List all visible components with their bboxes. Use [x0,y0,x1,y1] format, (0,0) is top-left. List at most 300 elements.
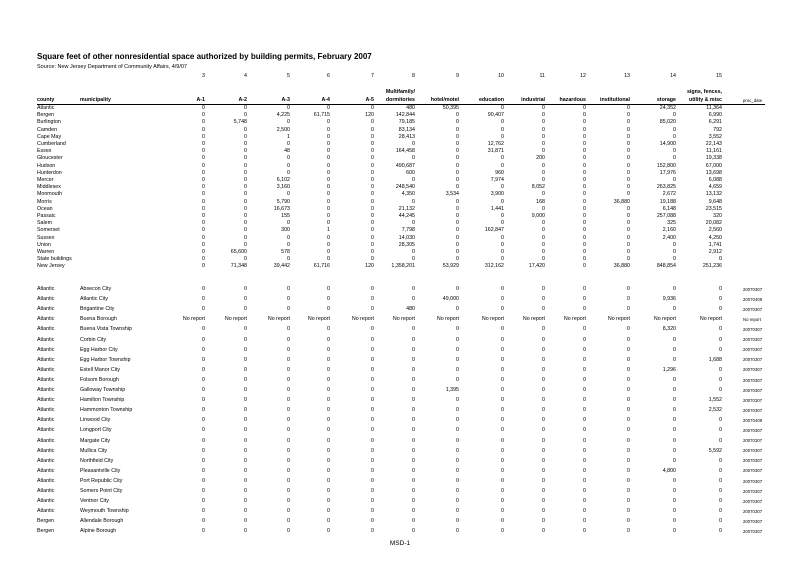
county-row-value: 14,900 [659,141,676,147]
muni-row-value: 0 [371,508,374,515]
muni-row-value: 0 [371,336,374,343]
county-row-value: 0 [673,256,676,263]
muni-row-value: 0 [202,397,205,404]
muni-row-date: 20070307 [743,286,763,292]
muni-row-value: 0 [501,488,504,494]
muni-row-value: 0 [244,488,247,494]
muni-row-value: 0 [412,427,415,434]
column-header: A-4 [321,97,330,103]
muni-row-value: 0 [673,427,676,434]
county-row-value: 0 [542,169,545,176]
muni-row-value: 0 [371,387,374,393]
county-row-value: 0 [202,263,205,270]
muni-row-value: 0 [412,528,415,535]
column-header: A-1 [196,97,205,103]
county-row-label: Atlantic [37,105,55,111]
county-row-value: 0 [501,126,504,133]
county-row-value: 4,350 [401,191,415,198]
muni-row-value: 0 [501,427,504,434]
county-row-value: 0 [244,184,247,191]
muni-row-county: Atlantic [37,477,55,484]
county-row-value: 490,687 [395,162,415,169]
muni-row-name: Somers Point City [80,488,123,494]
county-row-value: 0 [456,249,459,255]
muni-row-value: 0 [583,336,586,343]
muni-row-name: Mullica City [80,447,108,454]
county-row-value: 0 [501,241,504,248]
muni-row-value: 0 [583,427,586,434]
county-row-value: 0 [244,241,247,248]
muni-row-value: 0 [583,498,586,505]
municipality-header: municipality [80,97,111,103]
muni-row-value: 0 [501,387,504,393]
county-row-value: 61,715 [313,112,330,119]
muni-row-value: 0 [673,286,676,292]
county-row-value: 0 [673,112,676,119]
muni-row-name: Buena Borough [80,316,117,323]
column-header: storage [656,97,676,103]
muni-row-value: 0 [583,477,586,484]
column-number: 15 [716,73,722,79]
muni-row-value: 0 [287,407,290,414]
muni-row-value: 0 [673,306,676,313]
muni-row-value: 0 [583,488,586,494]
column-number: 3 [202,73,205,79]
county-row-value: 263,825 [656,184,676,191]
muni-row-value: No report [481,316,504,323]
county-row-value: 0 [627,148,630,155]
county-row-value: 0 [542,227,545,234]
muni-row-value: 0 [327,326,330,333]
county-row-value: 0 [244,169,247,176]
muni-row-county: Atlantic [37,427,55,434]
county-row-value: 6,088 [708,177,722,183]
muni-row-county: Atlantic [37,356,55,363]
county-row-value: 6,990 [708,112,722,119]
column-header: education [478,97,504,103]
muni-row-value: 0 [627,457,630,464]
county-row-label: Burlington [37,119,61,126]
muni-row-value: No report [182,316,205,323]
county-row-value: 0 [202,241,205,248]
county-row-value: 0 [371,105,374,111]
muni-row-value: 0 [371,488,374,494]
muni-row-value: 0 [244,366,247,373]
county-row-value: 0 [501,133,504,140]
muni-row-value: 0 [542,498,545,505]
muni-row-value: 0 [244,326,247,333]
muni-row-value: 0 [371,457,374,464]
county-row-value: 0 [542,256,545,263]
county-row-value: 0 [583,249,586,255]
muni-row-county: Atlantic [37,508,55,515]
muni-row-value: 0 [501,447,504,454]
county-row-value: 0 [627,256,630,263]
county-row-value: 0 [542,105,545,111]
column-header: A-3 [281,97,290,103]
muni-row-county: Bergen [37,518,55,525]
muni-row-value: 0 [542,457,545,464]
county-row-value: 0 [412,177,415,183]
county-row-value: 120 [365,263,374,270]
muni-row-value: 0 [244,417,247,424]
muni-row-value: 0 [627,376,630,383]
county-row-value: 0 [287,162,290,169]
county-row-value: 65,600 [230,249,247,255]
muni-row-county: Atlantic [37,407,55,414]
county-row-value: 4,659 [708,184,722,191]
muni-row-value: 0 [371,528,374,535]
muni-row-value: 0 [673,488,676,494]
county-row-value: 53,929 [442,263,459,270]
county-row-value: 0 [244,133,247,140]
county-row-value: 0 [371,148,374,155]
county-row-value: 0 [583,205,586,212]
muni-row-value: 0 [327,477,330,484]
county-row-value: 0 [244,141,247,147]
muni-row-value: 0 [202,457,205,464]
muni-row-value: No report [653,316,676,323]
muni-row-value: 0 [542,488,545,494]
muni-row-value: 0 [412,346,415,353]
muni-row-county: Atlantic [37,447,55,454]
muni-row-value: 0 [244,356,247,363]
county-row-value: 23,515 [705,205,722,212]
county-row-value: 164,458 [395,148,415,155]
muni-row-value: No report [607,316,630,323]
column-number: 6 [327,73,330,79]
muni-row-value: 0 [627,477,630,484]
column-number: 14 [670,73,676,79]
county-row-label: New Jersey [37,263,65,270]
muni-row-value: 0 [327,427,330,434]
county-row-value: 0 [371,213,374,219]
muni-row-value: 0 [719,498,722,505]
county-row-value: 0 [542,162,545,169]
muni-row-value: 0 [627,427,630,434]
muni-row-date: 20070409 [743,296,763,302]
muni-row-value: 0 [501,437,504,444]
muni-row-value: 0 [412,518,415,525]
muni-row-value: 0 [719,457,722,464]
muni-row-value: 0 [456,346,459,353]
column-number: 8 [412,73,415,79]
county-row-value: 0 [287,241,290,248]
muni-row-name: Hamilton Township [80,397,125,404]
muni-row-value: 0 [412,488,415,494]
county-row-value: 0 [202,112,205,119]
county-row-value: 0 [583,162,586,169]
county-row-value: 0 [202,141,205,147]
county-row-value: 0 [673,241,676,248]
county-row-value: 0 [627,112,630,119]
muni-row-value: 0 [583,397,586,404]
muni-row-value: 0 [627,397,630,404]
muni-row-value: 0 [542,528,545,535]
county-row-value: 0 [456,177,459,183]
county-row-label: Cape May [37,133,62,140]
muni-row-name: Margate City [80,437,111,444]
muni-row-value: 0 [583,518,586,525]
county-row-value: 162,847 [484,227,504,234]
county-row-label: Hunterdon [37,169,62,176]
county-row-value: 17,976 [659,169,676,176]
muni-row-value: 0 [327,356,330,363]
muni-row-value: 0 [244,387,247,393]
report-source: Source: New Jersey Department of Community Affairs, 4/9/07 [37,64,187,70]
muni-row-value: 0 [542,356,545,363]
county-row-value: 28,413 [398,133,415,140]
muni-row-value: 0 [673,477,676,484]
muni-row-value: 0 [371,447,374,454]
county-row-value: 0 [627,191,630,198]
column-header: institutional [599,97,630,103]
muni-row-value: 0 [673,356,676,363]
county-row-value: 50,395 [442,105,459,111]
muni-row-value: 0 [542,417,545,424]
muni-row-value: 0 [673,417,676,424]
muni-row-value: 0 [542,447,545,454]
muni-row-value: 0 [583,296,586,303]
county-row-value: 0 [583,112,586,119]
muni-row-value: 5,592 [708,447,722,454]
county-row-value: 0 [542,205,545,212]
muni-row-date: 20070307 [743,387,763,393]
muni-row-value: 0 [627,306,630,313]
county-row-value: 0 [371,133,374,140]
county-row-value: 480 [406,105,415,111]
muni-row-value: 0 [412,417,415,424]
county-row-value: 36,880 [613,198,630,205]
muni-row-value: 0 [673,437,676,444]
muni-row-value: 0 [371,306,374,313]
county-row-value: 0 [456,234,459,241]
county-row-value: 0 [542,191,545,198]
county-row-value: 0 [327,162,330,169]
muni-row-value: 0 [542,376,545,383]
county-row-value: 0 [583,263,586,270]
county-row-value: 248,540 [395,184,415,191]
county-row-value: 0 [542,220,545,227]
county-row-value: 2,500 [276,126,290,133]
muni-row-value: 0 [542,467,545,474]
county-row-value: 0 [202,184,205,191]
county-row-value: 0 [583,220,586,227]
muni-row-value: 1,296 [662,366,676,373]
county-row-value: 0 [627,213,630,219]
county-row-value: 0 [583,133,586,140]
muni-row-value: 0 [542,296,545,303]
county-row-value: 0 [501,198,504,205]
muni-row-value: 0 [542,326,545,333]
muni-row-value: 0 [456,356,459,363]
county-row-value: 28,305 [398,241,415,248]
muni-row-value: 0 [673,518,676,525]
county-row-value: 0 [673,155,676,162]
county-row-value: 0 [456,241,459,248]
county-row-value: 7,974 [490,177,504,183]
county-row-value: 0 [202,155,205,162]
muni-row-value: 0 [583,376,586,383]
muni-row-value: 0 [202,387,205,393]
county-row-value: 8,052 [531,184,545,191]
muni-row-value: 0 [287,376,290,383]
muni-row-value: No report [436,316,459,323]
muni-row-value: 0 [673,508,676,515]
muni-row-value: 0 [371,518,374,525]
county-row-value: 3,160 [276,184,290,191]
muni-row-value: 2,532 [708,407,722,414]
muni-row-value: 0 [371,366,374,373]
county-row-value: 39,442 [273,263,290,270]
muni-row-county: Atlantic [37,316,55,323]
muni-row-value: 0 [287,508,290,515]
muni-row-name: Alpine Borough [80,528,117,535]
muni-row-value: 0 [627,336,630,343]
county-row-value: 0 [501,119,504,126]
muni-row-value: 0 [327,366,330,373]
column-header-top: signs, fences, [686,89,722,95]
muni-row-value: 0 [627,498,630,505]
muni-row-value: 0 [501,467,504,474]
muni-row-value: 0 [244,306,247,313]
county-row-label: Passaic [37,213,56,219]
county-row-value: 0 [202,249,205,255]
muni-row-date: 20070307 [743,458,763,464]
county-row-value: 6,291 [708,119,722,126]
muni-row-name: Galloway Township [80,387,126,393]
county-row-value: 0 [583,169,586,176]
muni-row-value: 0 [412,467,415,474]
muni-row-value: 0 [244,447,247,454]
muni-row-value: 0 [501,407,504,414]
county-row-value: 3,900 [490,191,504,198]
muni-row-date: 20070307 [743,407,763,413]
muni-row-name: Absecon City [80,286,112,292]
muni-row-value: 0 [244,477,247,484]
muni-row-value: 0 [501,417,504,424]
muni-row-value: 0 [327,467,330,474]
county-row-value: 848,854 [656,263,676,270]
county-row-value: 0 [583,256,586,263]
county-row-value: 0 [287,105,290,111]
county-row-value: 0 [371,249,374,255]
page-footer: MSD-1 [389,540,411,547]
column-number: 13 [624,73,630,79]
county-row-label: Cumberland [37,141,66,147]
muni-row-value: 0 [542,346,545,353]
county-row-value: 0 [244,162,247,169]
county-row-value: 0 [327,133,330,140]
muni-row-value: 0 [542,518,545,525]
muni-row-date: 20070307 [743,428,763,433]
muni-row-value: 0 [287,306,290,313]
muni-row-value: 4,800 [662,467,676,474]
muni-row-value: 0 [287,397,290,404]
muni-row-value: 0 [583,467,586,474]
muni-row-value: 0 [627,528,630,535]
muni-row-value: 0 [673,498,676,505]
county-row-value: 0 [371,126,374,133]
county-row-value: 0 [202,213,205,219]
county-row-value: 19,188 [659,198,676,205]
county-row-value: 0 [456,112,459,119]
muni-row-value: 0 [501,326,504,333]
muni-row-value: 0 [412,407,415,414]
county-row-value: 320 [713,213,722,219]
muni-row-name: Allendale Borough [80,518,124,525]
muni-row-date: 20070307 [743,306,763,312]
county-row-value: 2,912 [708,249,722,255]
muni-row-value: 0 [456,447,459,454]
muni-row-value: 0 [719,437,722,444]
county-row-value: 0 [287,169,290,176]
muni-row-value: 0 [456,286,459,292]
county-row-label: Somerset [37,227,60,234]
muni-row-value: 0 [327,437,330,444]
county-row-value: 0 [202,162,205,169]
county-row-label: Morris [37,198,52,205]
muni-row-value: 0 [327,488,330,494]
county-row-value: 5,790 [276,198,290,205]
county-row-value: 11,161 [706,148,722,155]
county-row-value: 0 [501,220,504,227]
county-row-value: 0 [371,241,374,248]
muni-row-value: 0 [627,417,630,424]
county-row-value: 0 [583,234,586,241]
muni-row-value: 0 [327,306,330,313]
county-row-value: 0 [202,177,205,183]
county-row-value: 0 [327,126,330,133]
muni-row-value: 0 [287,286,290,292]
county-row-label: Camden [37,126,58,133]
county-row-value: 0 [244,220,247,227]
muni-row-value: 0 [627,407,630,414]
column-number: 11 [539,73,545,79]
county-row-label: Ocean [37,205,53,212]
county-row-value: 0 [456,227,459,234]
county-row-value: 0 [327,234,330,241]
county-row-value: 2,672 [662,191,676,198]
muni-row-value: No report [699,316,722,323]
muni-row-value: 0 [287,518,290,525]
muni-row-value: 0 [542,407,545,414]
county-row-value: 0 [327,241,330,248]
muni-row-value: 0 [327,387,330,393]
county-row-value: 300 [281,227,290,234]
county-row-value: 0 [371,220,374,227]
county-row-value: 0 [371,119,374,126]
county-row-value: 13,698 [705,169,722,176]
muni-row-value: 0 [719,467,722,474]
muni-row-value: 0 [583,508,586,515]
county-row-value: 0 [202,205,205,212]
muni-row-county: Atlantic [37,286,55,292]
county-row-label: Monmouth [37,191,63,198]
muni-row-county: Bergen [37,528,55,535]
muni-row-value: 0 [719,387,722,393]
county-row-value: 960 [495,169,504,176]
muni-row-value: 0 [719,508,722,515]
muni-row-date: 20070307 [743,367,763,373]
muni-row-value: No report [392,316,415,323]
muni-row-value: 0 [202,296,205,303]
county-row-value: 0 [287,155,290,162]
muni-row-value: 0 [542,437,545,444]
column-header: hazardous [559,97,586,103]
muni-row-date: 20070307 [743,448,763,454]
county-row-value: 14,030 [398,234,415,241]
